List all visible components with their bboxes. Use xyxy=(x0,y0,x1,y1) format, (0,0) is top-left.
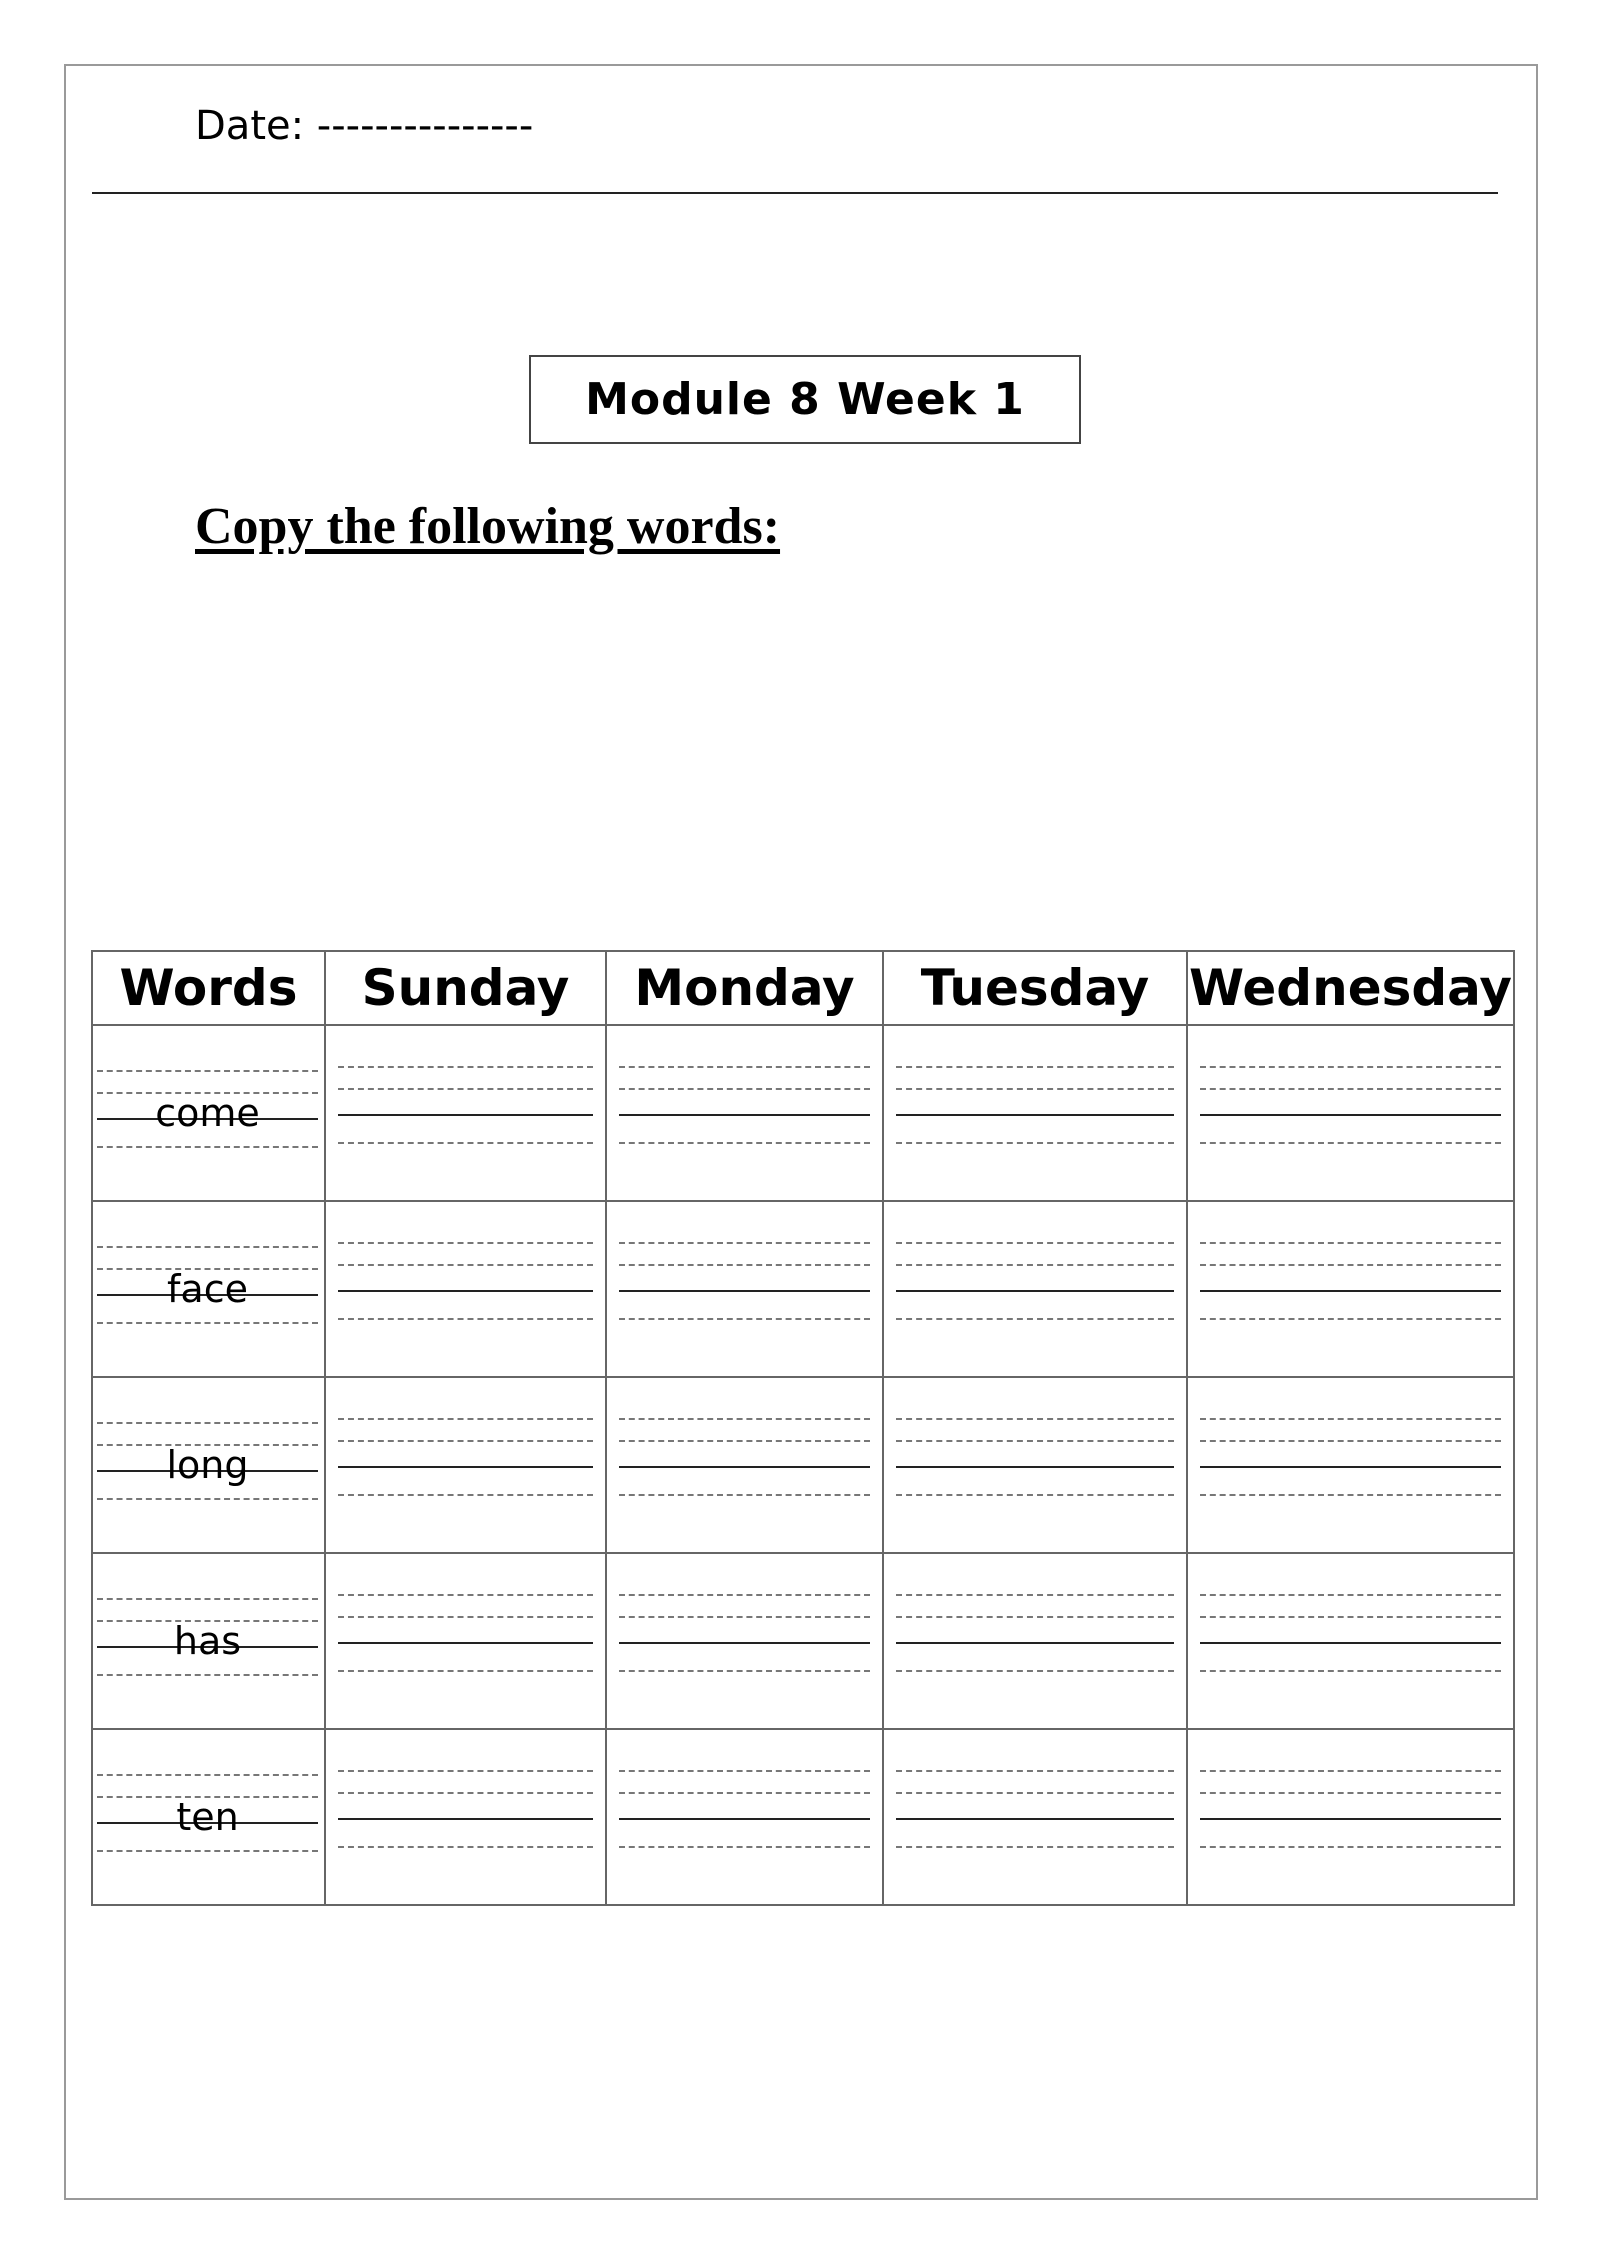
instruction-heading: Copy the following words: xyxy=(195,498,781,555)
table-row xyxy=(92,1729,1514,1905)
handwriting-guide-lines xyxy=(97,1070,318,1150)
word-cell xyxy=(92,1377,325,1553)
handwriting-guide-lines xyxy=(338,1418,593,1498)
handwriting-guide-lines xyxy=(1200,1770,1501,1850)
module-title-box xyxy=(529,355,1081,444)
handwriting-guide-lines xyxy=(97,1598,318,1678)
word-cell xyxy=(92,1729,325,1905)
handwriting-guide-lines xyxy=(338,1770,593,1850)
handwriting-guide-lines xyxy=(896,1066,1174,1146)
handwriting-guide-lines xyxy=(1200,1594,1501,1674)
writing-cell-tuesday[interactable] xyxy=(883,1553,1187,1729)
writing-cell-wednesday[interactable] xyxy=(1187,1025,1514,1201)
handwriting-guide-lines xyxy=(338,1594,593,1674)
word-cell xyxy=(92,1025,325,1201)
table-row xyxy=(92,1377,1514,1553)
handwriting-guide-lines xyxy=(619,1066,870,1146)
handwriting-guide-lines xyxy=(338,1242,593,1322)
writing-cell-monday[interactable] xyxy=(606,1377,883,1553)
column-header-tuesday: Tuesday xyxy=(883,951,1187,1025)
handwriting-guide-lines xyxy=(619,1242,870,1322)
writing-cell-tuesday[interactable] xyxy=(883,1729,1187,1905)
handwriting-guide-lines xyxy=(1200,1242,1501,1322)
handwriting-guide-lines xyxy=(896,1418,1174,1498)
writing-cell-monday[interactable] xyxy=(606,1201,883,1377)
writing-cell-sunday[interactable] xyxy=(325,1377,606,1553)
writing-cell-tuesday[interactable] xyxy=(883,1377,1187,1553)
handwriting-guide-lines xyxy=(97,1774,318,1854)
handwriting-guide-lines xyxy=(619,1418,870,1498)
word-cell xyxy=(92,1201,325,1377)
writing-cell-sunday[interactable] xyxy=(325,1201,606,1377)
writing-cell-monday[interactable] xyxy=(606,1729,883,1905)
word-cell xyxy=(92,1553,325,1729)
writing-cell-monday[interactable] xyxy=(606,1025,883,1201)
word-text: has xyxy=(173,1619,242,1663)
writing-cell-wednesday[interactable] xyxy=(1187,1377,1514,1553)
handwriting-guide-lines xyxy=(896,1242,1174,1322)
writing-cell-sunday[interactable] xyxy=(325,1729,606,1905)
word-text: ten xyxy=(176,1795,239,1839)
writing-cell-tuesday[interactable] xyxy=(883,1201,1187,1377)
table-row xyxy=(92,1553,1514,1729)
module-title: Module 8 Week 1 xyxy=(585,374,1025,425)
writing-cell-wednesday[interactable] xyxy=(1187,1729,1514,1905)
word-text: face xyxy=(167,1267,248,1311)
handwriting-guide-lines xyxy=(896,1770,1174,1850)
handwriting-guide-lines xyxy=(338,1066,593,1146)
handwriting-guide-lines xyxy=(896,1594,1174,1674)
column-header-sunday: Sunday xyxy=(325,951,606,1025)
handwriting-guide-lines xyxy=(97,1422,318,1502)
word-text: come xyxy=(155,1091,260,1135)
table-header-row xyxy=(92,951,1514,1025)
column-header-wednesday: Wednesday xyxy=(1187,951,1514,1025)
table-row xyxy=(92,1025,1514,1201)
writing-cell-wednesday[interactable] xyxy=(1187,1201,1514,1377)
word-text: long xyxy=(166,1443,249,1487)
handwriting-guide-lines xyxy=(619,1594,870,1674)
table-row xyxy=(92,1201,1514,1377)
column-header-monday: Monday xyxy=(606,951,883,1025)
handwriting-guide-lines xyxy=(1200,1066,1501,1146)
copy-words-table xyxy=(91,950,1515,1906)
date-divider xyxy=(92,192,1498,194)
writing-cell-tuesday[interactable] xyxy=(883,1025,1187,1201)
writing-cell-sunday[interactable] xyxy=(325,1025,606,1201)
handwriting-guide-lines xyxy=(619,1770,870,1850)
writing-cell-monday[interactable] xyxy=(606,1553,883,1729)
handwriting-guide-lines xyxy=(97,1246,318,1326)
writing-cell-wednesday[interactable] xyxy=(1187,1553,1514,1729)
date-label: Date: --------------- xyxy=(195,103,534,149)
handwriting-guide-lines xyxy=(1200,1418,1501,1498)
writing-cell-sunday[interactable] xyxy=(325,1553,606,1729)
column-header-words: Words xyxy=(92,951,325,1025)
